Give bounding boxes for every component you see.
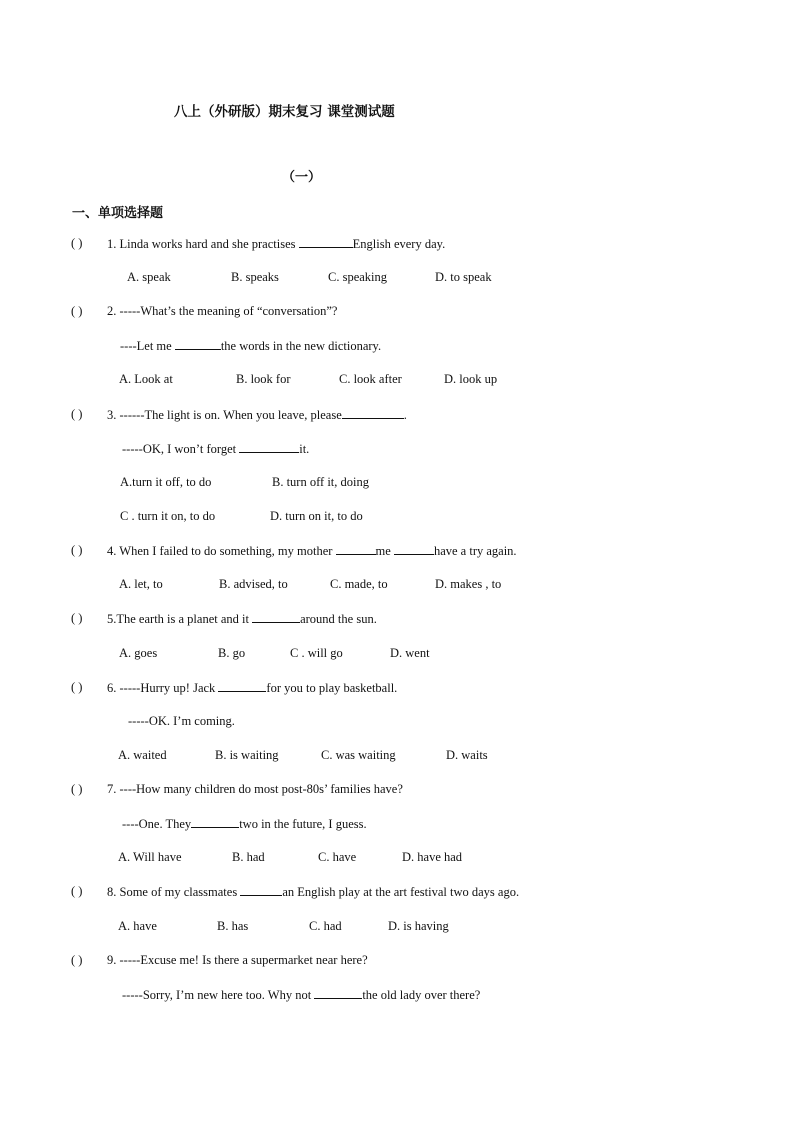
question-text: 6. -----Hurry up! Jack: [107, 681, 216, 695]
option-b[interactable]: B. has: [217, 919, 249, 933]
question-text: have a try again.: [433, 544, 517, 558]
question-text: me: [375, 544, 391, 558]
answer-parenthesis: ( ): [71, 236, 83, 250]
answer-blank[interactable]: [314, 986, 362, 999]
answer-blank[interactable]: [175, 337, 221, 350]
option-c[interactable]: C. look after: [339, 372, 402, 386]
option-d[interactable]: D. have had: [402, 850, 463, 864]
question-text: 5.The earth is a planet and it: [107, 612, 249, 626]
answer-parenthesis: ( ): [71, 680, 83, 694]
option-c[interactable]: C. made, to: [330, 577, 388, 591]
question-text: 7. ----How many children do most post-80s’ families have?: [107, 782, 403, 796]
option-a[interactable]: A. speak: [127, 270, 171, 284]
option-a[interactable]: A. let, to: [119, 577, 163, 591]
option-d[interactable]: D. look up: [444, 372, 498, 386]
option-c[interactable]: C . turn it on, to do: [120, 509, 216, 523]
option-a[interactable]: A.turn it off, to do: [120, 475, 212, 489]
question-text: English every day.: [352, 237, 446, 251]
option-b[interactable]: B. look for: [236, 372, 291, 386]
question-text: the old lady over there?: [362, 988, 481, 1002]
question-text: .: [403, 408, 407, 422]
answer-blank[interactable]: [342, 406, 404, 419]
option-d[interactable]: D. went: [390, 646, 430, 660]
option-d[interactable]: D. makes , to: [435, 577, 502, 591]
question-6-line-2: -----OK. I’m coming.: [128, 714, 235, 728]
option-c[interactable]: C. had: [309, 919, 342, 933]
question-text: ----Let me: [120, 339, 172, 353]
page-title: 八上（外研版）期末复习 课堂测试题: [174, 104, 395, 120]
option-b[interactable]: B. turn off it, doing: [272, 475, 369, 489]
answer-blank[interactable]: [299, 235, 353, 248]
answer-parenthesis: ( ): [71, 884, 83, 898]
option-d[interactable]: D. to speak: [435, 270, 492, 284]
option-c[interactable]: C. speaking: [328, 270, 388, 284]
answer-blank[interactable]: [240, 883, 282, 896]
option-a[interactable]: A. have: [118, 919, 157, 933]
option-a[interactable]: A. Will have: [118, 850, 182, 864]
option-b[interactable]: B. advised, to: [219, 577, 288, 591]
question-9-line-2: [122, 986, 480, 1003]
option-b[interactable]: B. speaks: [231, 270, 279, 284]
answer-parenthesis: ( ): [71, 407, 83, 421]
option-b[interactable]: B. is waiting: [215, 748, 279, 762]
question-text: 1. Linda works hard and she practises: [107, 237, 296, 251]
question-text: ----One. They: [122, 817, 192, 831]
option-b[interactable]: B. go: [218, 646, 246, 660]
option-b[interactable]: B. had: [232, 850, 265, 864]
answer-blank[interactable]: [252, 610, 300, 623]
answer-blank[interactable]: [336, 542, 376, 555]
answer-blank[interactable]: [218, 679, 266, 692]
option-d[interactable]: D. turn on it, to do: [270, 509, 363, 523]
answer-blank[interactable]: [394, 542, 434, 555]
question-text: it.: [299, 442, 310, 456]
question-text: around the sun.: [300, 612, 377, 626]
option-c[interactable]: C. was waiting: [321, 748, 396, 762]
option-a[interactable]: A. waited: [118, 748, 167, 762]
question-text: -----OK, I won’t forget: [122, 442, 237, 456]
option-c[interactable]: C. have: [318, 850, 357, 864]
question-2-line-2: [120, 337, 381, 354]
question-text: 3. ------The light is on. When you leave, please: [107, 408, 342, 422]
answer-blank[interactable]: [239, 440, 299, 453]
section-number: （一）: [282, 170, 322, 185]
option-c[interactable]: C . will go: [290, 646, 343, 660]
answer-parenthesis: ( ): [71, 611, 83, 625]
answer-parenthesis: ( ): [71, 543, 83, 557]
question-text: 2. -----What’s the meaning of “conversation”?: [107, 304, 338, 318]
section-heading: 一、单项选择题: [72, 206, 164, 221]
option-d[interactable]: D. is having: [388, 919, 449, 933]
question-text: -----Sorry, I’m new here too. Why not: [122, 988, 312, 1002]
question-text: an English play at the art festival two days ago.: [282, 885, 520, 899]
answer-blank[interactable]: [191, 815, 239, 828]
question-text: 4. When I failed to do something, my mother: [107, 544, 333, 558]
option-d[interactable]: D. waits: [446, 748, 488, 762]
answer-parenthesis: ( ): [71, 782, 83, 796]
question-text: the words in the new dictionary.: [220, 339, 382, 353]
option-a[interactable]: A. Look at: [119, 372, 173, 386]
question-text: for you to play basketball.: [266, 681, 398, 695]
question-7-line-2: [122, 815, 367, 832]
question-text: 9. -----Excuse me! Is there a supermarket near here?: [107, 953, 368, 967]
answer-parenthesis: ( ): [71, 304, 83, 318]
question-3-line-2: [122, 440, 309, 457]
answer-parenthesis: ( ): [71, 953, 83, 967]
question-text: 8. Some of my classmates: [107, 885, 238, 899]
option-a[interactable]: A. goes: [119, 646, 158, 660]
question-text: two in the future, I guess.: [239, 817, 367, 831]
